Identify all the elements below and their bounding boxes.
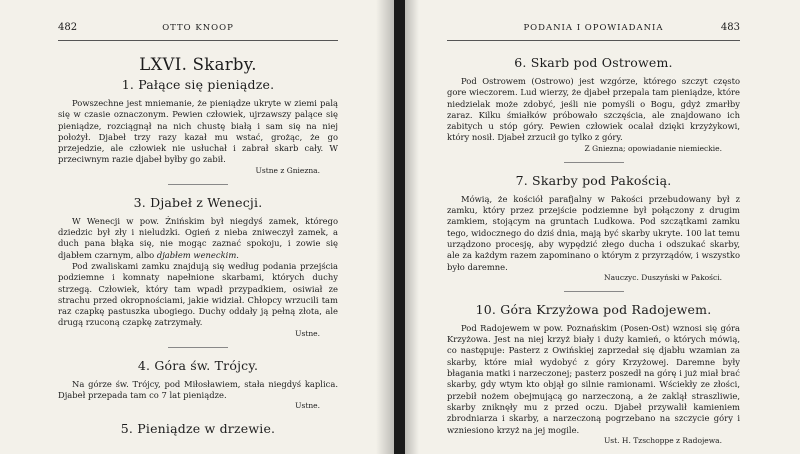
section-title: 5. Pieniądze w drzewie.	[120, 421, 276, 437]
source-note: Z Gniezna; opowiadanie niemieckie.	[584, 143, 722, 153]
italic-phrase: djabłem weneckim.	[156, 249, 239, 260]
source-note: Nauczyc. Duszyński w Pakości.	[604, 272, 722, 282]
section-10	[447, 302, 740, 446]
paragraph-text: W Wenecji w pow. Żnińskim był niegdyś zamek, którego dziedzic był zły i nieludzki. Ogień z nieba zniweczył zamek, a duch pana błąka się, nie mogąc zaznać spokoju, i zowie się djabłem czarnym, albo	[58, 215, 338, 260]
section-title: 10. Góra Krzyżowa pod Radojewem.	[475, 301, 712, 317]
section-7	[447, 173, 740, 292]
paragraph: Mówią, że kościół parafjalny w Pakości przebudowany był z zamku, który przez przejście podziemne był połączony z drugim zamkiem, stojącym na gruntach Ludkowa. Pod szczątkami zamku tego, widocznego do dziś dnia, mają być skarby ukryte. 100 lat temu urządzono procesję, aby wypędzić złego ducha i odszukać skarby, ale za każdym razem zapominano o którym z przyrządów, i wszystko było daremne.	[447, 193, 740, 272]
left-page	[0, 0, 394, 454]
paragraph	[58, 216, 338, 261]
section-title: 4. Góra św. Trójcy.	[137, 357, 259, 373]
section-6	[447, 55, 740, 163]
section-1	[58, 77, 338, 185]
source-note: Ustne.	[295, 328, 320, 338]
paragraph: Pod Radojewem w pow. Poznańskim (Posen-Ost) wznosi się góra Krzyżowa. Jest na niej krzyż biały i duży kamień, o których mówią, co następuje: Pasterz z Owińskiej zaprzedał się djabłu wzamian za skarby, które miał wydobyć z góry Krzyżowej. Daremne były błagania matki i narzeczonej; pasterz poszedł na górę i już miał brać skarby, gdy wtym kto objął go silnie ramionami. Wściekły ze złości, przebił nożem obejmującą go narzeczoną, a że zaklął straszliwie, skarby zniknęły mu z przed oczu. Djabeł przywalił kamieniem zbrodniarza i skarby, a narzeczoną pogrzebano na szczycie góry i wzniesiono krzyż na jej mogile.	[447, 322, 740, 435]
page-number-right: 483	[720, 22, 740, 33]
paragraph: Na górze św. Trójcy, pod Miłosławiem, stała niegdyś kaplica. Djabeł przepada tam co 7 lat pieniądze.	[58, 378, 338, 401]
running-head-left	[58, 18, 338, 41]
section-4	[58, 358, 338, 412]
section-3	[58, 195, 338, 348]
section-title: 7. Skarby pod Pakością.	[515, 172, 672, 188]
running-head-right	[447, 18, 740, 41]
paragraph: Pod Ostrowem (Ostrowo) jest wzgórze, którego szczyt często gore wieczorem. Lud wierzy, że djabeł przepala tam pieniądze, które niedzielak może zdobyć, jeśli nie pomyśli o Bogu, gdyż zmarłby zaraz. Kilku śmiałków próbowało szczęścia, ale znajdowano ich zabitych u stóp góry. Pewien człowiek ocalał dzięki krzyżykowi, który nosił. Djabeł zrzucił go tylko z góry.	[447, 76, 740, 143]
running-head-title-right: PODANIA I OPOWIADANIA	[523, 23, 664, 33]
gutter-shadow	[376, 0, 394, 454]
section-5	[58, 421, 338, 436]
source-note: Ustne.	[295, 401, 320, 411]
section-title: 3. Djabeł z Wenecji.	[133, 194, 263, 210]
paragraph: Pod zwaliskami zamku znajdują się według podania przejścia podziemne i komnaty napełnione skarbami, których duchy strzegą. Człowiek, który tam wpadł przypadkiem, osiwiał ze strachu przed okropnościami, jakie widział. Chłopcy wrzucili tam raz czapkę pastuszka ubogiego. Duchy oddały ją pełną złota, ale drugą rzuconą czapkę zatrzymały.	[58, 260, 338, 328]
section-title: 6. Skarb pod Ostrowem.	[514, 55, 673, 70]
page-number-left: 482	[58, 22, 78, 33]
right-page	[405, 0, 800, 454]
divider	[564, 162, 624, 163]
gutter-shadow	[405, 0, 419, 454]
running-head-title-left: OTTO KNOOP	[162, 23, 234, 33]
source-note: Ustne z Gniezna.	[255, 165, 320, 175]
source-note: Ust. H. Tzschoppe z Radojewa.	[603, 435, 722, 445]
paragraph: Powszechne jest mniemanie, że pieniądze ukryte w ziemi palą się w czasie oznaczonym. Pewien człowiek, ujrzawszy palące się pieniądze, rozciągnął na nich chustę białą i sam się na niej położył. Djabeł trzy razy kazał mu wstać, grożąc, że go przejedzie, ale człowiek nie usłuchał i zabrał skarb cały. W przeciwnym razie djabeł byłby go zabił.	[58, 98, 338, 165]
section-title: 1. Pałące się pieniądze.	[121, 77, 275, 92]
divider	[168, 347, 228, 348]
divider	[168, 184, 228, 185]
divider	[564, 291, 624, 292]
chapter-title: LXVI. Skarby.	[139, 55, 257, 74]
